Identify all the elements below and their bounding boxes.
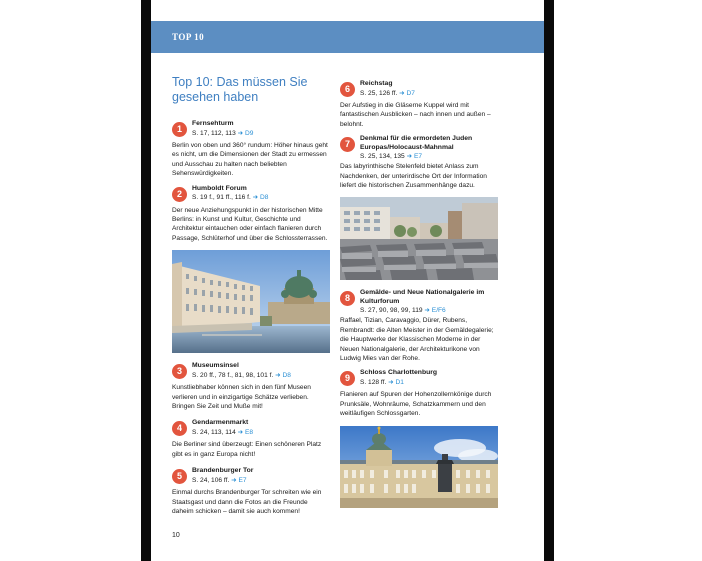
entry-ref: S. 17, 112, 113 ➜ D9: [192, 129, 254, 137]
number-badge: 9: [340, 371, 355, 386]
humboldt-forum-image: [172, 250, 330, 353]
right-arrow-icon: ➜: [237, 428, 244, 436]
page-title: Top 10: Das müssen Sie gesehen haben: [172, 75, 308, 104]
photo-humboldt-forum: [172, 250, 330, 353]
entry-ref: S. 25, 126 ff. ➜ D7: [360, 89, 415, 97]
number-badge: 2: [172, 187, 187, 202]
document-page: [151, 0, 544, 561]
entry-title: Museumsinsel: [192, 362, 239, 370]
entry-title: Fernsehturm: [192, 120, 234, 127]
entry-3: [172, 362, 331, 411]
grid-ref: E7: [238, 476, 247, 484]
entry-text: Einmal durchs Brandenburger Tor schreiten wie ein Staatsgast und dann die Fotos an die Freunde daheim schicken – damit sie auch kommen!: [172, 489, 322, 516]
grid-ref: D9: [244, 129, 254, 137]
left-column: [172, 75, 331, 517]
schloss-charlottenburg-image: [340, 426, 498, 508]
entry-text: Der Aufstieg in die Gläserne Kuppel wird mit fantastischen Ausblicken – nach innen und außen – belohnt.: [340, 102, 491, 128]
entry-ref: S. 20 ff., 78 f., 81, 98, 101 f. ➜ D8: [192, 371, 291, 379]
entry-title: Humboldt Forum: [192, 184, 247, 192]
right-arrow-icon: ➜: [399, 89, 405, 97]
header-label: TOP 10: [172, 32, 205, 42]
entry-title: Reichstag: [360, 80, 393, 87]
entry-ref: S. 24, 113, 114 ➜ E8: [192, 428, 254, 436]
entry-text: Berlin von oben und 360° rundum: Höher hinaus geht es nicht, um die Dimensionen der Stadt zu ermessen und Ausschau zu halten nach beliebten Sehenswürdigkeiten.: [172, 142, 328, 178]
grid-ref: E/F6: [431, 307, 446, 315]
number-badge: 8: [340, 291, 355, 306]
entry-ref: S. 19 f., 91 ff., 116 f. ➜ D8: [192, 194, 269, 202]
number-badge: 4: [172, 421, 187, 436]
right-arrow-icon: ➜: [388, 378, 394, 386]
right-arrow-icon: ➜: [231, 476, 237, 484]
photo-holocaust-memorial: [340, 197, 498, 280]
entry-1: [172, 120, 331, 179]
left-frame-edge: [141, 0, 151, 561]
right-column: [340, 80, 500, 508]
number-badge: 6: [340, 82, 355, 97]
entry-ref: S. 128 ff. ➜ D1: [360, 378, 404, 386]
page-number: 10: [172, 532, 180, 539]
entry-4: [172, 419, 331, 459]
right-arrow-icon: ➜: [406, 153, 413, 161]
right-arrow-icon: ➜: [237, 129, 244, 137]
entry-6: [340, 80, 500, 129]
grid-ref: D7: [406, 89, 415, 97]
grid-ref: D1: [395, 378, 404, 386]
entry-title: Gendarmenmarkt: [192, 419, 249, 427]
grid-ref: D8: [260, 194, 269, 202]
number-badge: 1: [172, 122, 187, 137]
photo-schloss-charlottenburg: [340, 426, 498, 508]
entry-9: [340, 369, 500, 418]
header-bar: [151, 21, 544, 53]
entry-2: [172, 185, 331, 244]
number-badge: 5: [172, 469, 187, 484]
grid-ref: E8: [244, 428, 254, 436]
entry-ref: S. 25, 134, 135 ➜ E7: [360, 153, 423, 161]
entry-title: Brandenburger Tor: [192, 467, 254, 475]
entry-title: Denkmal für die ermordeten Juden Europas/Holocaust-Mahnmal: [360, 135, 473, 151]
right-arrow-icon: ➜: [252, 194, 259, 202]
entry-5: [172, 467, 331, 516]
right-arrow-icon: ➜: [275, 371, 281, 379]
right-arrow-icon: ➜: [424, 307, 430, 315]
entry-text: Raffael, Tizian, Caravaggio, Dürer, Rubens, Rembrandt: die Alten Meister in der Gemäldegalerie; die Hauptwerke der Klassischen Moderne in der Neuen Nationalgalerie, der Architekturikone von Ludwig Mies van der Rohe.: [340, 317, 494, 363]
entry-7: [340, 135, 500, 190]
entry-title: Schloss Charlottenburg: [360, 369, 438, 377]
entry-text: Kunstliebhaber können sich in den fünf Museen verlieren und in einzigartige Schätze verlieben. Bringen Sie Zeit und Muße mit!: [172, 384, 311, 411]
entry-text: Die Berliner sind überzeugt: Einen schöneren Platz gibt es in ganz Europa nicht!: [172, 441, 322, 458]
entry-ref: S. 24, 106 ff. ➜ E7: [192, 476, 247, 484]
entry-text: Das labyrinthische Stelenfeld bietet Anlass zum Nachdenken, der unterirdische Ort der Information liefert die historischen Zusammenhänge dazu.: [340, 163, 487, 190]
entry-ref: S. 27, 90, 98, 99, 119 ➜ E/F6: [360, 307, 446, 315]
entry-text: Der neue Anziehungspunkt in der historischen Mitte Berlins: in Kunst und Kultur, Geschichte und Architektur eintauchen oder einfach flanieren durch Passage, Schlüterhof und über die Schlossterrassen.: [172, 206, 328, 242]
entry-8: [340, 289, 500, 363]
number-badge: 7: [340, 137, 355, 152]
grid-ref: E7: [413, 153, 423, 161]
grid-ref: D8: [282, 371, 291, 379]
right-frame-edge: [544, 0, 554, 561]
entry-text: Flanieren auf Spuren der Hohenzollernkönige durch Prunksäle, Wohnräume, Schatzkammern und den weitläufigen Schlossgarten.: [340, 391, 492, 418]
holocaust-memorial-image: [340, 197, 498, 280]
entry-title: Gemälde- und Neue Nationalgalerie im Kulturforum: [360, 289, 485, 305]
number-badge: 3: [172, 364, 187, 379]
